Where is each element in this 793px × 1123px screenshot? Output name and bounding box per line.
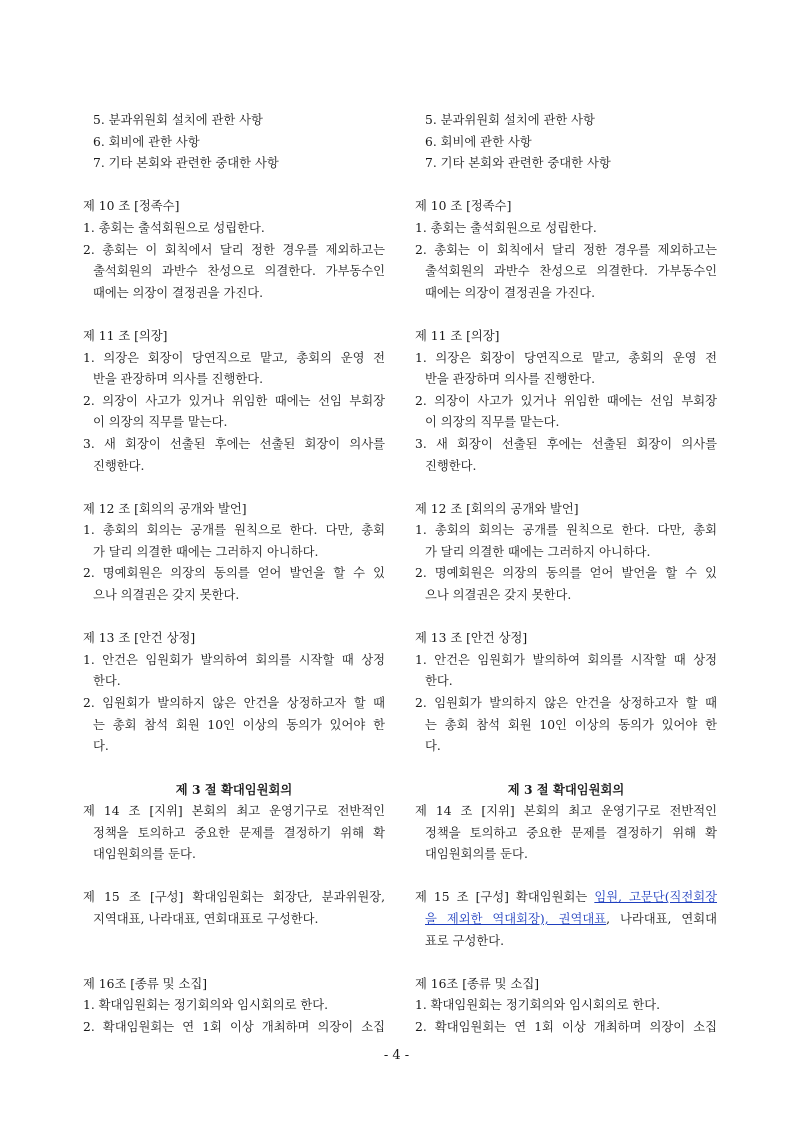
article-line: 1. 의장은 회장이 당연직으로 맡고, 총회의 운영 전 [415, 350, 717, 365]
article-line: 2. 명예회원은 의장의 동의를 얻어 발언을 할 수 있 [415, 566, 717, 581]
article-line: 다. [425, 739, 441, 754]
article-line: 한다. [93, 674, 121, 689]
article-line: 제 15 조 [구성] 확대임원회는 회장단, 분과위원장, [83, 890, 385, 905]
article-text: 제 15 조 [구성] 확대임원회는 [415, 890, 595, 905]
article-line: 1. 안건은 임원회가 발의하여 회의를 시작할 때 상정 [83, 652, 385, 667]
article-line: 정책을 토의하고 중요한 문제를 결정하기 위해 확 [425, 825, 717, 840]
article-line: 2. 임원회가 발의하지 않은 안건을 상정하고자 할 때 [83, 696, 385, 711]
article-line: 반을 관장하며 의사를 진행한다. [425, 372, 596, 387]
amended-text-column [415, 110, 717, 1039]
article-title: 제 12 조 [회의의 공개와 발언] [83, 501, 247, 516]
article-line: 2. 임원회가 발의하지 않은 안건을 상정하고자 할 때 [415, 696, 717, 711]
article-title: 제 10 조 [정족수] [83, 199, 180, 214]
article-line: 는 총회 참석 회원 10인 이상의 동의가 있어야 한 [425, 717, 717, 732]
article-title: 제 12 조 [회의의 공개와 발언] [415, 501, 579, 516]
article-line: 2. 확대임원회는 연 1회 이상 개최하며 의장이 소집 [83, 1019, 385, 1034]
article-line: 1. 확대임원회는 정기회의와 임시회의로 한다. [83, 998, 329, 1013]
article-line: 1. 안건은 임원회가 발의하여 회의를 시작할 때 상정 [415, 652, 717, 667]
article-line: 1. 의장은 회장이 당연직으로 맡고, 총회의 운영 전 [83, 350, 385, 365]
list-item: 7. 기타 본회와 관련한 중대한 사항 [425, 156, 611, 171]
article-line: 2. 총회는 이 회칙에서 달리 정한 경우를 제외하고는 [415, 242, 717, 257]
page-number: - 4 - [383, 1048, 410, 1063]
article-line: 출석회원의 과반수 찬성으로 의결한다. 가부동수인 [425, 264, 717, 279]
article-title: 제 10 조 [정족수] [415, 199, 512, 214]
article-line: 1. 총회의 회의는 공개를 원칙으로 한다. 다만, 총회 [83, 523, 385, 538]
article-line: 대임원회의를 둔다. [93, 847, 196, 862]
article-line: 정책을 토의하고 중요한 문제를 결정하기 위해 확 [93, 825, 385, 840]
article-line: 이 의장의 직무를 맡는다. [93, 415, 228, 430]
list-item: 7. 기타 본회와 관련한 중대한 사항 [93, 156, 279, 171]
article-line: 대임원회의를 둔다. [425, 847, 528, 862]
article-line: 3. 새 회장이 선출된 후에는 선출된 회장이 의사를 [415, 436, 717, 451]
article-title: 제 16조 [종류 및 소집] [83, 976, 208, 991]
article-line: 지역대표, 나라대표, 연회대표로 구성한다. [93, 911, 319, 926]
article-line: 다. [93, 739, 109, 754]
article-title: 제 13 조 [안건 상정] [415, 631, 528, 646]
article-line: 진행한다. [425, 458, 477, 473]
article-line: 으나 의결권은 갖지 못한다. [93, 588, 240, 603]
article-line [415, 887, 717, 909]
article-line: 1. 총회의 회의는 공개를 원칙으로 한다. 다만, 총회 [415, 523, 717, 538]
article-line: 제 14 조 [지위] 본회의 최고 운영기구로 전반적인 [415, 804, 717, 818]
article-line: 1. 총회는 출석회원으로 성립한다. [415, 220, 597, 235]
article-title: 제 13 조 [안건 상정] [83, 631, 196, 646]
section-heading: 제 3 절 확대임원회의 [175, 782, 293, 798]
article-line: 가 달리 의결한 때에는 그러하지 아니하다. [425, 544, 651, 559]
article-line: 한다. [425, 674, 453, 689]
article-line: 1. 총회는 출석회원으로 성립한다. [83, 220, 265, 235]
article-line: 제 14 조 [지위] 본회의 최고 운영기구로 전반적인 [83, 804, 385, 818]
article-line [415, 909, 717, 931]
article-line: 3. 새 회장이 선출된 후에는 선출된 회장이 의사를 [83, 436, 385, 451]
list-item: 5. 분과위원회 설치에 관한 사항 [425, 113, 595, 127]
article-line: 2. 의장이 사고가 있거나 위임한 때에는 선임 부회장 [415, 393, 717, 408]
list-item: 6. 회비에 관한 사항 [425, 134, 532, 149]
article-line: 2. 명예회원은 의장의 동의를 얻어 발언을 할 수 있 [83, 566, 385, 581]
section-heading: 제 3 절 확대임원회의 [507, 782, 625, 798]
article-line: 때에는 의장이 결정권을 가진다. [93, 285, 264, 300]
article-line: 반을 관장하며 의사를 진행한다. [93, 372, 264, 387]
list-item: 5. 분과위원회 설치에 관한 사항 [93, 113, 263, 127]
article-line: 2. 확대임원회는 연 1회 이상 개최하며 의장이 소집 [415, 1019, 717, 1034]
article-title: 제 11 조 [의장] [415, 328, 500, 343]
article-title: 제 11 조 [의장] [83, 328, 168, 343]
article-line: 때에는 의장이 결정권을 가진다. [425, 285, 596, 300]
article-line: 2. 총회는 이 회칙에서 달리 정한 경우를 제외하고는 [83, 242, 385, 257]
article-line: 으나 의결권은 갖지 못한다. [425, 588, 572, 603]
article-line: 는 총회 참석 회원 10인 이상의 동의가 있어야 한 [93, 717, 385, 732]
article-title: 제 16조 [종류 및 소집] [415, 976, 540, 991]
original-text-column [83, 110, 385, 1039]
article-line: 이 의장의 직무를 맡는다. [425, 415, 560, 430]
article-text: 나라대표, 연회대 [619, 911, 717, 926]
article-text: , [606, 911, 620, 926]
article-line: 2. 의장이 사고가 있거나 위임한 때에는 선임 부회장 [83, 393, 385, 408]
list-item: 6. 회비에 관한 사항 [93, 134, 200, 149]
amended-text: 을 제외한 역대회장), 권역대표 [425, 911, 607, 926]
article-line: 진행한다. [93, 458, 145, 473]
article-line: 출석회원의 과반수 찬성으로 의결한다. 가부동수인 [93, 264, 385, 279]
article-line: 표로 구성한다. [425, 933, 505, 948]
amended-text: 임원, 고문단(직전회장 [594, 890, 718, 905]
article-line: 가 달리 의결한 때에는 그러하지 아니하다. [93, 544, 319, 559]
article-line: 1. 확대임원회는 정기회의와 임시회의로 한다. [415, 998, 661, 1013]
